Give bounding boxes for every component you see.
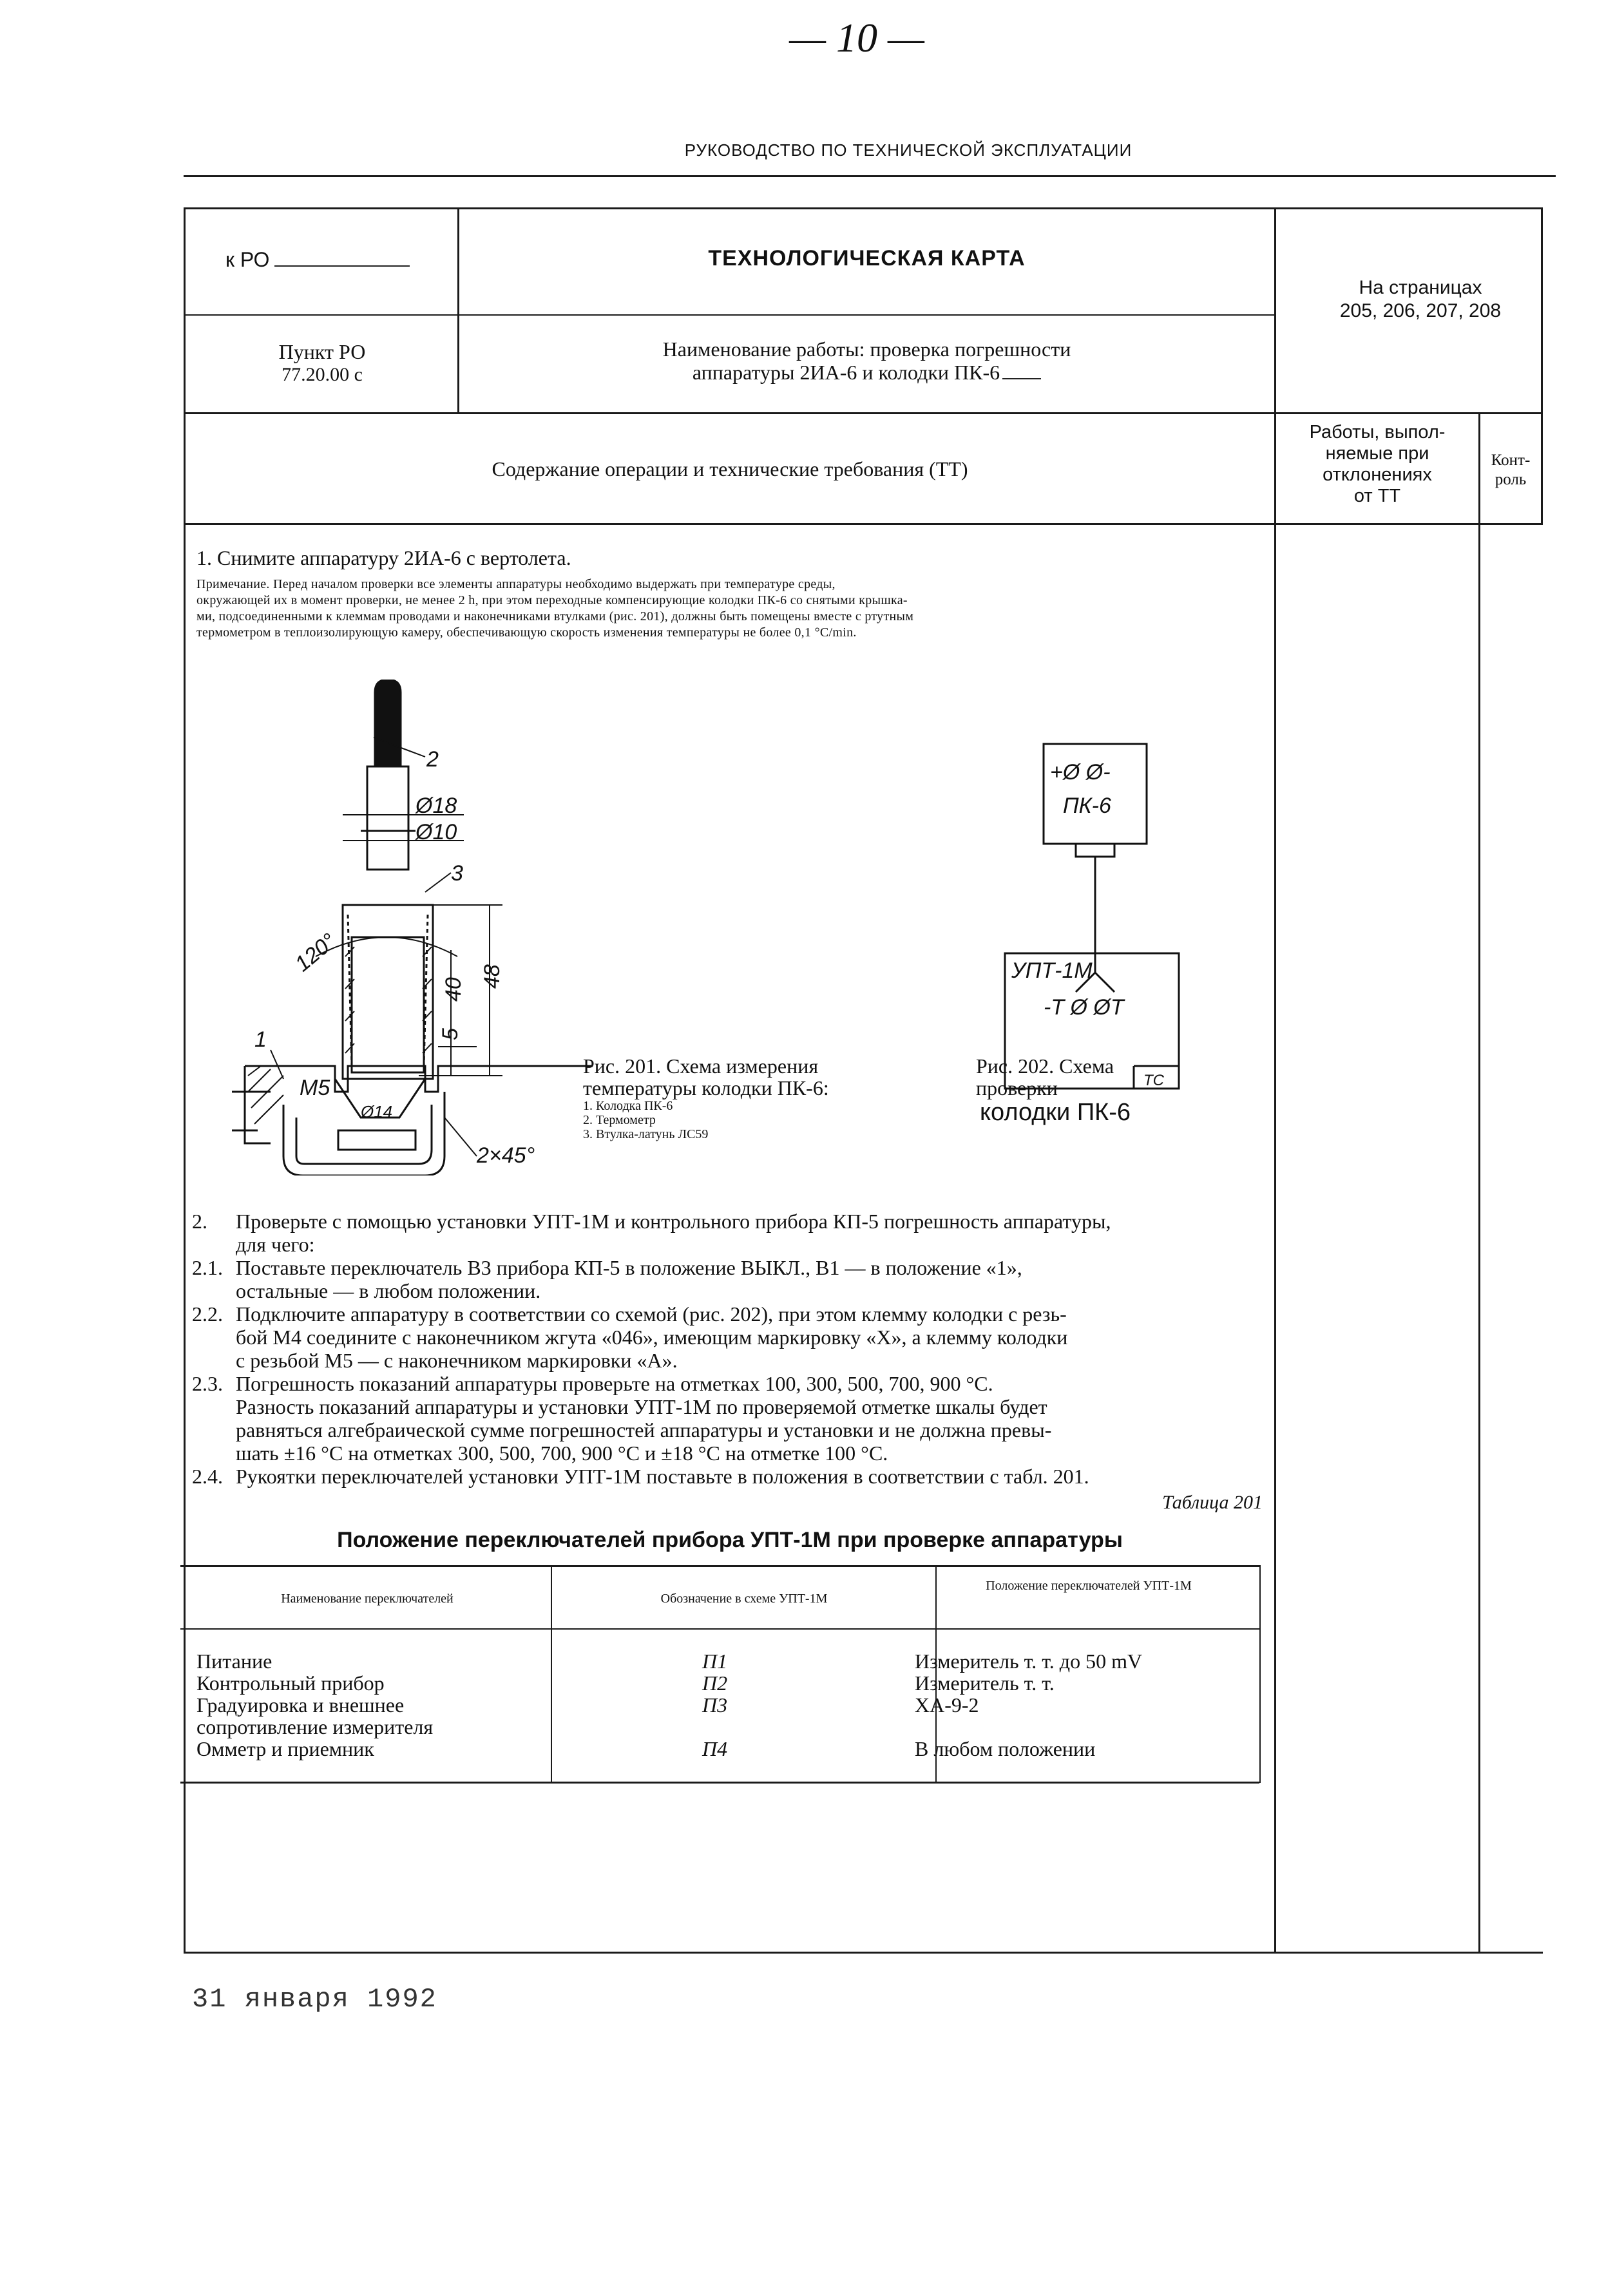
table-row: ХА-9-2 (915, 1693, 979, 1717)
pk6-name: ПК-6 (1063, 794, 1111, 818)
table-row: Градуировка и внешнее сопротивление измерителя (196, 1693, 434, 1738)
work-name-2: аппаратуры 2ИА-6 и колодки ПК-6 (459, 361, 1274, 385)
step-2: 2. Проверьте с помощью установки УПТ-1М и контрольного прибора КП-5 погрешность аппаратуры, для чего: (192, 1210, 1111, 1256)
table-right (1259, 1565, 1261, 1783)
table-row: П2 (702, 1671, 728, 1695)
header-row-1 (184, 314, 1274, 316)
frame-right (1541, 207, 1543, 523)
figure-201-drawing (232, 680, 593, 1175)
step-2-3: 2.3. Погрешность показаний аппаратуры проверьте на отметках 100, 300, 500, 700, 900 °С. Разность показаний аппаратуры и установки УПТ-1М по проверяемой отметке шкалы будет равняться алгебраической сумме погрешностей аппаратуры и установки и не должна превы- шать ±16 °С на отметках 300, 500, 700, 900 °С и ±18 °С на отметке 100 °С. (192, 1372, 1052, 1465)
header-row-3 (184, 523, 1543, 525)
figure-201-caption: Рис. 201. Схема измерения температуры колодки ПК-6: 1. Колодка ПК-6 2. Термометр 3. Втулка-латунь ЛС59 (583, 1055, 944, 1141)
table-top (180, 1565, 1259, 1567)
figure-202-drawing (979, 741, 1185, 1101)
table-row: Контрольный прибор (196, 1671, 385, 1695)
header-row-2 (184, 412, 1543, 414)
fig201-label-m5: M5 (300, 1076, 330, 1100)
table-header-3: Положение переключателей УПТ-1М (986, 1579, 1192, 1593)
step-2-2: 2.2. Подключите аппаратуру в соответствии со схемой (рис. 202), при этом клемму колодки с резь- бой М4 соедините с наконечником жгута «046», имеющим маркировку «Х», а клемму колодки с резьбой М5 — с наконечником маркировки «А». (192, 1302, 1068, 1372)
upt-name: УПТ-1М (1011, 958, 1093, 983)
pk6-terminals: +Ø Ø- (1050, 760, 1111, 785)
work-name-1: Наименование работы: проверка погрешности (662, 338, 1071, 361)
fig201-label-d14: Ø14 (361, 1102, 393, 1121)
pages-value: 205, 206, 207, 208 (1339, 300, 1502, 321)
control-column-header: Конт- роль (1491, 452, 1531, 488)
step-1: 1. Снимите аппаратуру 2ИА-6 с вертолета. (196, 546, 571, 569)
table-row: Омметр и приемник (196, 1737, 374, 1760)
header-divider-3 (1478, 412, 1480, 1952)
table-header-2: Обозначение в схеме УПТ-1М (660, 1592, 828, 1606)
fig201-label-1: 1 (254, 1027, 267, 1052)
item-label: Пункт РО (278, 340, 366, 363)
table-row: В любом положении (915, 1737, 1096, 1760)
table-row: Измеритель т. т. до 50 mV (915, 1650, 1143, 1673)
steps-block (192, 1210, 1268, 1488)
item-value: 77.20.00 с (282, 364, 363, 385)
table-header-rule (180, 1628, 1259, 1630)
figure-202-caption: Рис. 202. Схема проверки колодки ПК-6 (976, 1054, 1131, 1126)
fig201-legend-3: 3. Втулка-латунь ЛС59 (583, 1127, 709, 1141)
fig201-label-chamfer: 2×45° (477, 1143, 535, 1168)
frame-top (184, 207, 1543, 209)
page-number: — 10 — (789, 15, 924, 61)
pages-label: На страницах (1359, 277, 1482, 298)
fig201-legend-1: 1. Колодка ПК-6 (583, 1099, 673, 1113)
fig201-label-48: 48 (480, 964, 504, 989)
note-block: Примечание. Перед началом проверки все элементы аппаратуры необходимо выдержать при температуре среды, окружающей их в момент проверки, не менее 2 h, при этом переходные компенсирующие колодки ПК-6 со снятыми крышка- ми, подсоединенными к клеммам проводами и наконечниками втулками (рис. 201), должны быть помещены вместе с ртутным термометром в теплоизолирующую камеру, обеспечивающую скорость изменения температуры не более 0,1 °C/min. (196, 577, 914, 640)
fig201-label-120: 120° (290, 928, 341, 977)
deviation-column-header: Работы, выпол- няемые при отклонениях от ТТ (1309, 422, 1446, 506)
table-row: П1 (702, 1650, 728, 1673)
fig201-label-2: 2 (426, 747, 439, 772)
fig201-legend-2: 2. Термометр (583, 1113, 656, 1127)
step-2-1: 2.1. Поставьте переключатель В3 прибора КП-5 в положение ВЫКЛ., В1 — в положение «1», остальные — в любом положении. (192, 1256, 1022, 1302)
table-header-1: Наименование переключателей (281, 1592, 454, 1606)
tc-label: ТС (1143, 1072, 1164, 1089)
running-header: РУКОВОДСТВО ПО ТЕХНИЧЕСКОЙ ЭКСПЛУАТАЦИИ (684, 140, 1132, 160)
table-row: Измеритель т. т. (915, 1671, 1055, 1695)
fig201-label-5: 5 (438, 1028, 463, 1040)
table-col-1 (551, 1565, 552, 1783)
fig201-label-40: 40 (441, 977, 466, 1002)
fig201-label-d18: Ø18 (416, 794, 457, 818)
content-column-header: Содержание операции и технические требования (ТТ) (492, 457, 968, 481)
table-label: Таблица 201 (1162, 1492, 1263, 1513)
card-title: ТЕХНОЛОГИЧЕСКАЯ КАРТА (708, 246, 1026, 271)
fig201-label-3: 3 (451, 861, 463, 886)
ref-label: к РО (225, 248, 410, 272)
table-row: П4 (702, 1737, 728, 1760)
frame-bottom (184, 1952, 1543, 1954)
step-2-4: 2.4. Рукоятки переключателей установки УПТ-1М поставьте в положения в соответствии с табл. 201. (192, 1465, 1089, 1488)
fig201-label-d10: Ø10 (416, 820, 457, 844)
table-title: Положение переключателей прибора УПТ-1М при проверке аппаратуры (337, 1528, 1123, 1552)
date-stamp: 31 января 1992 (192, 1984, 437, 2015)
table-bottom (180, 1782, 1259, 1784)
header-rule (184, 175, 1556, 177)
table-row: Питание (196, 1650, 272, 1673)
table-row: П3 (702, 1693, 728, 1717)
upt-terminals: -T Ø ØT (1044, 995, 1124, 1020)
